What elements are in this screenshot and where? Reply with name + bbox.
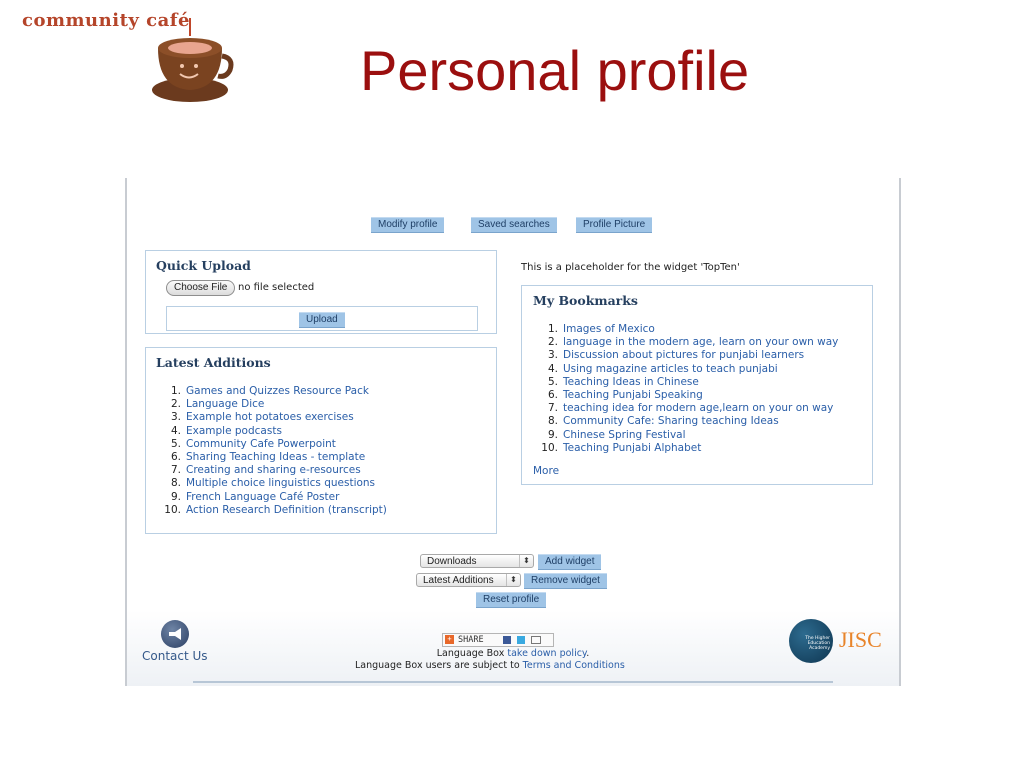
terms-line [355,660,625,671]
latest-additions-item-link[interactable]: Community Cafe Powerpoint [186,437,336,450]
community-cafe-logo-text: community café [22,10,190,31]
bookmark-item-link[interactable]: teaching idea for modern age,learn on your on way [563,402,834,415]
latest-additions-list [151,385,387,517]
latest-additions-item [151,504,387,517]
bookmark-item-number: 7. [547,402,558,415]
latest-additions-item [151,398,387,411]
facebook-icon [503,636,511,644]
latest-additions-panel [145,347,497,534]
footer-divider [193,681,833,683]
terms-prefix: Language Box users are subject to [355,660,523,671]
megaphone-icon[interactable] [161,620,189,648]
bookmark-item-link[interactable]: Images of Mexico [563,323,655,335]
upload-row [166,306,478,331]
latest-additions-item-link[interactable]: Example podcasts [186,424,282,437]
choose-file-button[interactable]: Choose File [166,280,235,296]
bookmark-item-link[interactable]: Teaching Punjabi Alphabet [563,441,702,454]
bookmark-item-link[interactable]: Chinese Spring Festival [563,428,686,441]
bookmarks-title: My Bookmarks [533,293,638,308]
bookmark-item-link[interactable]: Teaching Ideas in Chinese [563,375,699,388]
select-arrows-icon: ⬍ [519,555,533,567]
bookmark-item-link[interactable]: Teaching Punjabi Speaking [563,388,703,401]
add-widget-select-value: Downloads [427,556,477,567]
bookmark-item-number: 6. [547,388,558,401]
latest-additions-item [151,477,387,490]
bookmark-item-link[interactable]: Community Cafe: Sharing teaching Ideas [563,415,779,428]
remove-widget-select[interactable] [416,573,521,587]
terms-and-conditions-link[interactable]: Terms and Conditions [522,660,625,671]
latest-additions-item [151,385,387,398]
latest-additions-item-number: 10. [164,503,181,516]
latest-additions-title: Latest Additions [156,355,271,370]
latest-additions-item [151,425,387,438]
latest-additions-item-number: 1. [170,385,181,397]
topten-placeholder-text: This is a placeholder for the widget 'TopTen' [521,262,740,273]
latest-additions-item-number: 6. [170,450,181,463]
bookmarks-more-link[interactable]: More [533,465,560,477]
takedown-prefix: Language Box [436,648,508,659]
latest-additions-item-number: 5. [170,437,181,450]
remove-widget-select-value: Latest Additions [423,575,494,586]
bookmark-item-number: 8. [547,415,558,428]
profile-picture-button[interactable]: Profile Picture [576,217,652,233]
email-icon [531,636,541,644]
latest-additions-item [151,464,387,477]
bookmark-item-link[interactable]: Using magazine articles to teach punjabi [563,362,778,375]
add-widget-button[interactable]: Add widget [538,554,601,570]
bookmark-item-link[interactable]: language in the modern age, learn on your own way [563,336,839,349]
latest-additions-item [151,491,387,504]
bookmark-item-number: 2. [547,336,558,349]
select-arrows-icon: ⬍ [506,574,520,586]
bookmark-item-number: 9. [547,428,558,441]
latest-additions-item-link[interactable]: Creating and sharing e-resources [186,464,361,477]
bookmark-item [528,363,838,376]
bookmarks-panel [521,285,873,485]
twitter-icon [517,636,525,644]
modify-profile-button[interactable]: Modify profile [371,217,444,233]
latest-additions-item-link[interactable]: French Language Café Poster [186,490,340,503]
no-file-selected-text: no file selected [238,282,315,293]
latest-additions-item [151,411,387,424]
bookmark-item [528,323,838,336]
latest-additions-item-number: 4. [170,424,181,437]
bookmark-item-number: 5. [547,375,558,388]
saved-searches-button[interactable]: Saved searches [471,217,557,233]
remove-widget-button[interactable]: Remove widget [524,573,607,589]
latest-additions-item [151,438,387,451]
bookmark-item-number: 1. [547,323,558,335]
bookmark-item [528,376,838,389]
bookmark-item [528,402,838,415]
takedown-policy-link[interactable]: take down policy [507,648,587,659]
bookmark-item [528,442,838,455]
share-button[interactable] [442,633,554,647]
contact-us-link[interactable]: Contact Us [142,649,208,663]
latest-additions-item-number: 7. [170,464,181,477]
quick-upload-panel [145,250,497,334]
latest-additions-item-link[interactable]: Games and Quizzes Resource Pack [186,385,369,397]
bookmark-item-number: 4. [547,362,558,375]
latest-additions-item-number: 9. [170,490,181,503]
bookmarks-list [528,323,838,455]
share-plus-icon: + [445,635,454,644]
latest-additions-item-number: 3. [170,411,181,424]
latest-additions-item-number: 2. [170,398,181,411]
latest-additions-item-link[interactable]: Sharing Teaching Ideas - template [186,450,366,463]
upload-button[interactable]: Upload [299,312,345,328]
bookmark-item [528,415,838,428]
latest-additions-item [151,451,387,464]
takedown-line [420,648,606,659]
bookmark-item-number: 3. [547,349,558,362]
reset-profile-button[interactable]: Reset profile [476,592,546,608]
bookmark-item [528,336,838,349]
profile-page-screenshot [125,178,901,686]
slide-title: Personal profile [360,39,750,102]
bookmark-item [528,429,838,442]
latest-additions-item-link[interactable]: Multiple choice linguistics questions [186,477,376,490]
latest-additions-item-link[interactable]: Action Research Definition (transcript) [186,503,387,516]
jisc-logo[interactable]: JISC [839,627,882,652]
coffee-cup-logo-icon [150,18,234,110]
share-label: SHARE [458,635,484,645]
higher-education-academy-label: The Higher Education Academy [805,636,830,651]
quick-upload-title: Quick Upload [156,258,251,273]
latest-additions-item-link[interactable]: Example hot potatoes exercises [186,411,354,424]
latest-additions-item-number: 8. [170,477,181,490]
bookmark-item [528,389,838,402]
bookmark-item-link[interactable]: Discussion about pictures for punjabi learners [563,349,805,362]
add-widget-select[interactable] [420,554,534,568]
takedown-suffix: . [586,648,590,659]
bookmark-item [528,349,838,362]
latest-additions-item-link[interactable]: Language Dice [186,398,265,411]
bookmark-item-number: 10. [541,441,558,454]
